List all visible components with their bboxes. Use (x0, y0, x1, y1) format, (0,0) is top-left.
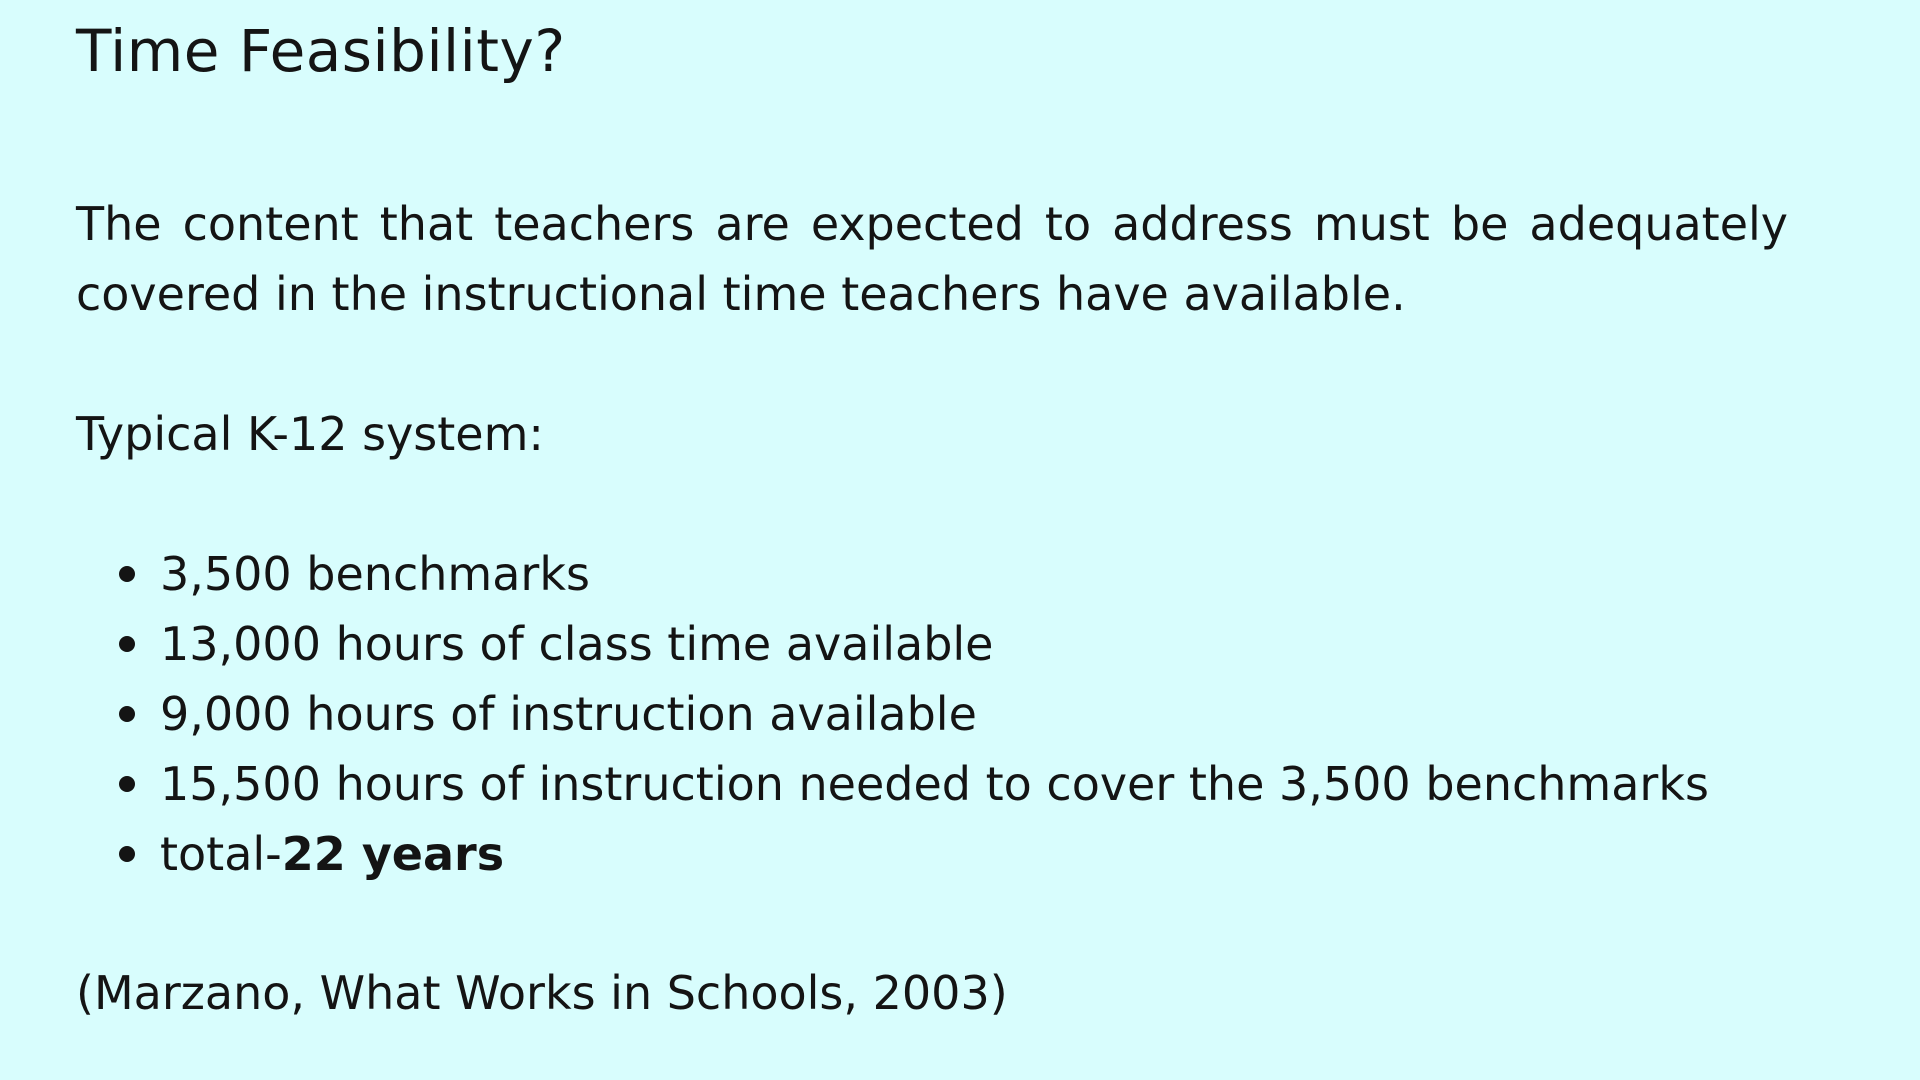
slide-title: Time Feasibility? (76, 17, 566, 85)
list-item-text: 9,000 hours of instruction available (160, 687, 977, 741)
bullet-icon (119, 566, 135, 582)
total-item (76, 819, 1876, 889)
total-label: total- (160, 827, 282, 881)
list-item-text: 3,500 benchmarks (160, 547, 590, 601)
bullet-icon (119, 636, 135, 652)
facts-list (76, 539, 1876, 889)
list-item (76, 749, 1876, 819)
intro-paragraph: The content that teachers are expected to address must be adequately covered in the instructional time teachers have available. (76, 197, 1788, 321)
total-value: 22 years (281, 827, 505, 881)
list-item (76, 679, 1876, 749)
citation: (Marzano, What Works in Schools, 2003) (76, 966, 1008, 1020)
bullet-icon (119, 846, 135, 862)
list-item-text: 13,000 hours of class time available (160, 617, 994, 671)
list-item-text: 15,500 hours of instruction needed to cover the 3,500 benchmarks (160, 757, 1709, 811)
system-heading: Typical K-12 system: (76, 407, 544, 461)
list-item (76, 609, 1876, 679)
bullet-icon (119, 706, 135, 722)
bullet-icon (119, 776, 135, 792)
list-item (76, 539, 1876, 609)
